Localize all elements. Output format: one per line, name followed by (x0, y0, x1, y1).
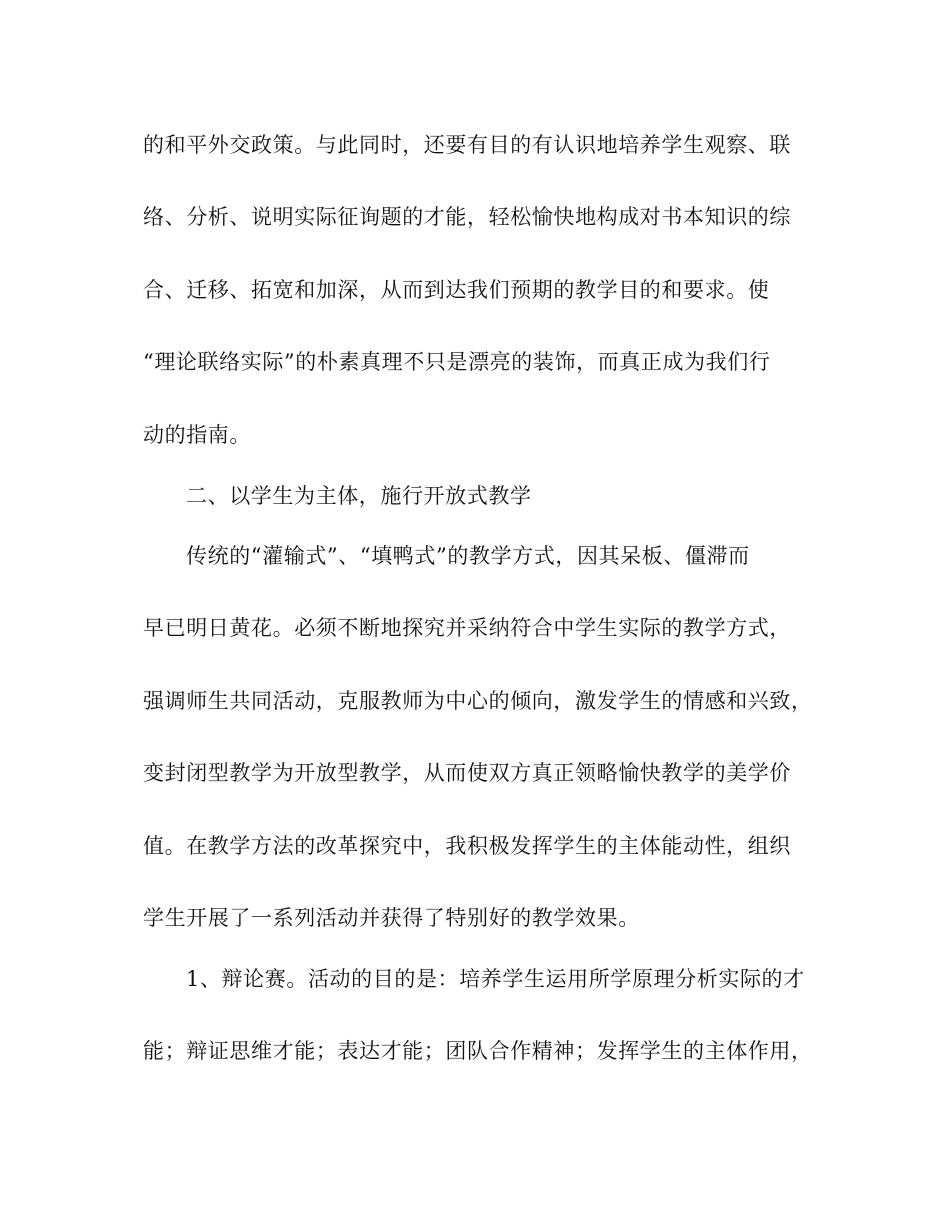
section-heading: 二、以学生为主体，施行开放式教学 (186, 484, 532, 508)
paragraph-line: 早已明日黄花。必须不断地探究并采纳符合中学生实际的教学方式， (143, 616, 791, 640)
paragraph-line: 值。在教学方法的改革探究中，我积极发挥学生的主体能动性，组织 (143, 834, 791, 858)
paragraph-line: 动的指南。 (143, 423, 251, 447)
paragraph-line: 传统的“灌输式”、“填鸭式”的教学方式，因其呆板、僵滞而 (186, 544, 750, 568)
paragraph-line: 变封闭型教学为开放型教学，从而使双方真正领略愉快教学的美学价 (143, 761, 791, 785)
paragraph-line: 强调师生共同活动，克服教师为中心的倾向，激发学生的情感和兴致， (143, 689, 813, 713)
paragraph-line: 能；辩证思维才能；表达才能；团队合作精神；发挥学生的主体作用， (143, 1039, 813, 1063)
paragraph-line: “理论联络实际”的朴素真理不只是漂亮的装饰，而真正成为我们行 (143, 350, 771, 374)
list-item-line: 1、辩论赛。活动的目的是：培养学生运用所学原理分析实际的才 (186, 967, 805, 991)
paragraph-line: 合、迁移、拓宽和加深，从而到达我们预期的教学目的和要求。使 (143, 278, 770, 302)
paragraph-line: 学生开展了一系列活动并获得了特别好的教学效果。 (143, 906, 640, 930)
paragraph-line: 的和平外交政策。与此同时，还要有目的有认识地培养学生观察、联 (143, 133, 791, 157)
paragraph-line: 络、分析、说明实际征询题的才能，轻松愉快地构成对书本知识的综 (143, 205, 791, 229)
